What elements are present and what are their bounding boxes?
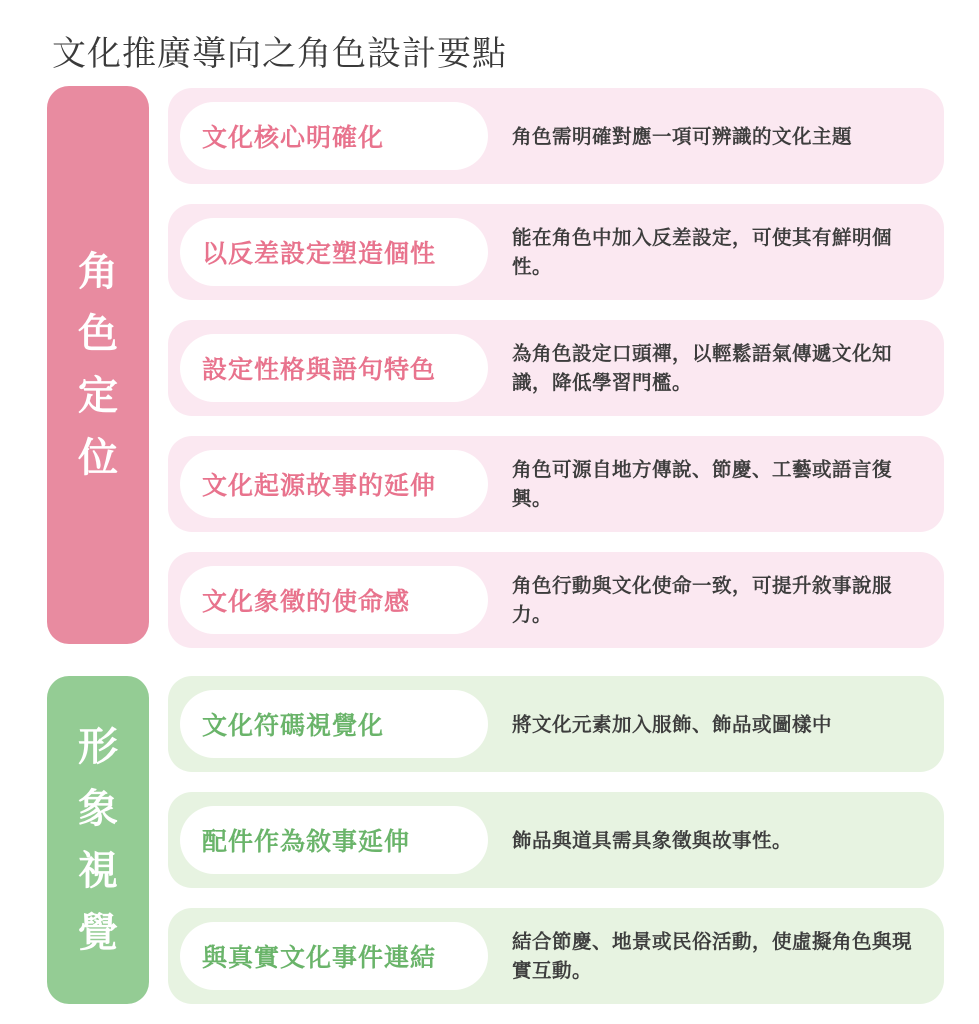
list-item xyxy=(168,320,944,416)
list-item xyxy=(168,676,944,772)
section-label-text: 形象視覺 xyxy=(78,724,118,956)
item-heading: 配件作為敘事延伸 xyxy=(180,806,488,874)
page-title: 文化推廣導向之角色設計要點 xyxy=(52,34,507,74)
item-heading: 設定性格與語句特色 xyxy=(180,334,488,402)
section-label-text: 角色定位 xyxy=(78,249,118,481)
item-heading: 以反差設定塑造個性 xyxy=(180,218,488,286)
list-item xyxy=(168,204,944,300)
item-heading: 文化符碼視覺化 xyxy=(180,690,488,758)
item-heading: 文化核心明確化 xyxy=(180,102,488,170)
list-item xyxy=(168,436,944,532)
item-heading: 文化起源故事的延伸 xyxy=(180,450,488,518)
item-description: 將文化元素加入服飾、飾品或圖樣中 xyxy=(512,712,833,736)
item-description: 飾品與道具需具象徵與故事性。 xyxy=(512,828,793,852)
list-item xyxy=(168,552,944,648)
item-description: 角色可源自地方傳說、節慶、工藝或語言復興。 xyxy=(512,458,893,510)
list-item xyxy=(168,908,944,1004)
item-description: 能在角色中加入反差設定，可使其有鮮明個性。 xyxy=(512,226,893,278)
item-description: 結合節慶、地景或民俗活動，使虛擬角色與現實互動。 xyxy=(512,930,913,982)
list-item xyxy=(168,88,944,184)
section-label-character-positioning xyxy=(47,86,149,644)
item-heading: 文化象徵的使命感 xyxy=(180,566,488,634)
list-item xyxy=(168,792,944,888)
item-description: 為角色設定口頭禪，以輕鬆語氣傳遞文化知識，降低學習門檻。 xyxy=(512,342,893,394)
section-label-visual-image xyxy=(47,676,149,1004)
item-heading: 與真實文化事件連結 xyxy=(180,922,488,990)
item-description: 角色需明確對應一項可辨識的文化主題 xyxy=(512,124,853,148)
item-description: 角色行動與文化使命一致，可提升敘事說服力。 xyxy=(512,574,893,626)
